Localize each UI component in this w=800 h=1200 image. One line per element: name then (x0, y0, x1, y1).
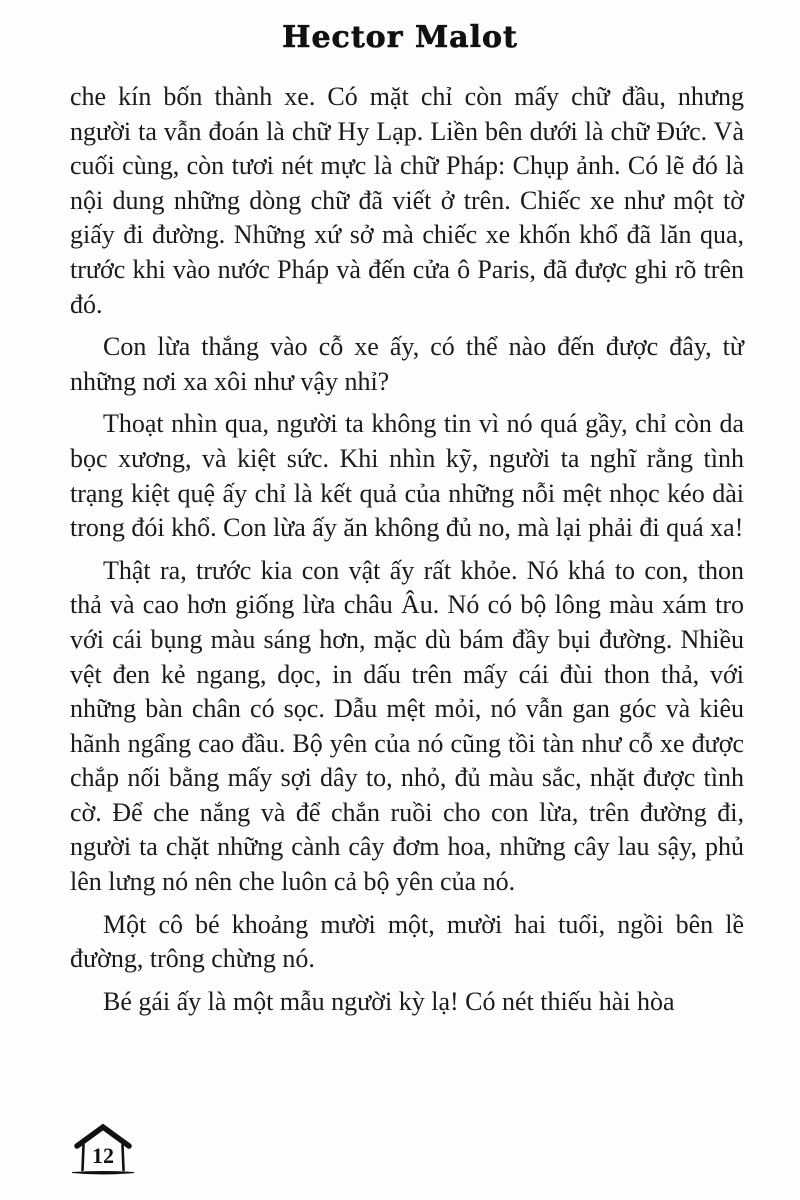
body-paragraph: Một cô bé khoảng mười một, mười hai tuổi, ngồi bên lề đường, trông chừng nó. (70, 909, 744, 974)
body-paragraph: Thoạt nhìn qua, người ta không tin vì nó quá gầy, chỉ còn da bọc xương, và kiệt sức. Khi nhìn kỹ, người ta nghĩ rằng tình trạng kiệt quệ ấy chỉ là kết quả của những nỗi mệt nhọc kéo dài trong đói khổ. Con lừa ấy ăn không đủ no, mà lại phải đi quá xa! (70, 409, 744, 543)
body-paragraph: che kín bốn thành xe. Có mặt chỉ còn mấy chữ đầu, nhưng người ta vẫn đoán là chữ Hy Lạp. Liền bên dưới là chữ Đức. Và cuối cùng, còn tươi nét mực là chữ Pháp: Chụp ảnh. Có lẽ đó là nội dung những dòng chữ đã viết ở trên. Chiếc xe như một tờ giấy đi đường. Những xứ sở mà chiếc xe khốn khổ đã lăn qua, trước khi vào nước Pháp và đến cửa ô Paris, đã được ghi rõ trên đó. (70, 82, 744, 319)
running-head-author: Hector Malot (282, 20, 518, 55)
body-paragraph: Con lừa thắng vào cỗ xe ấy, có thể nào đến được đây, từ những nơi xa xôi như vậy nhỉ? (70, 332, 744, 396)
page-number-ornament (70, 1122, 136, 1180)
body-paragraph: Bé gái ấy là một mẫu người kỳ lạ! Có nét thiếu hài hòa (103, 986, 675, 1016)
body-text (70, 80, 744, 1027)
body-paragraph: Thật ra, trước kia con vật ấy rất khỏe. Nó khá to con, thon thả và cao hơn giống lừa châu Âu. Nó có bộ lông màu xám tro với cái bụng màu sáng hơn, mặc dù bám đầy bụi đường. Nhiều vệt đen kẻ ngang, dọc, in dấu trên mấy cái đùi thon thả, với những bàn chân có sọc. Dẫu mệt mỏi, nó vẫn gan góc và kiêu hãnh ngẩng cao đầu. Bộ yên của nó cũng tồi tàn như cỗ xe được chắp nối bằng mấy sợi dây to, nhỏ, đủ màu sắc, nhặt được tình cờ. Để che nắng và để chắn ruồi cho con lừa, trên đường đi, người ta chặt những cành cây đơm hoa, những cây lau sậy, phủ lên lưng nó nên che luôn cả bộ yên của nó. (70, 555, 744, 897)
page-number: 12 (92, 1143, 114, 1168)
